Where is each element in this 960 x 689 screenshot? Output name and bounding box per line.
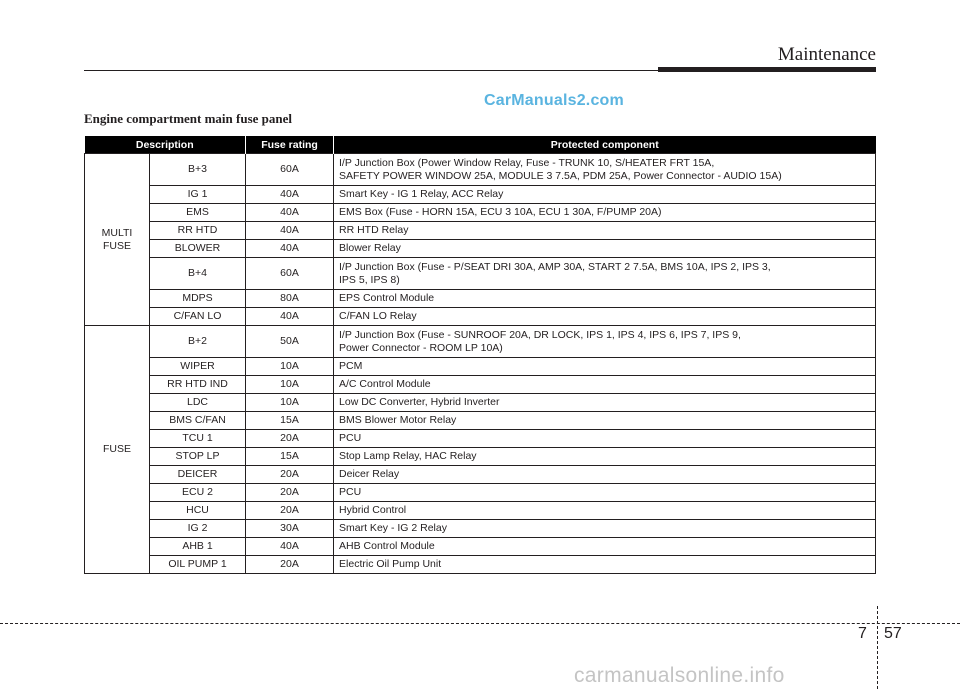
component-line: EPS Control Module [339,292,435,304]
table-row [85,412,876,430]
fuse-rating: 50A [246,326,334,358]
protected-component [334,502,876,520]
component-line: Smart Key - IG 2 Relay [339,522,447,534]
fuse-rating: 40A [246,186,334,204]
component-line: C/FAN LO Relay [339,310,417,322]
component-line: Low DC Converter, Hybrid Inverter [339,396,500,408]
page-number: 57 [884,625,902,642]
footer-vertical-divider [877,606,878,689]
fuse-rating: 15A [246,448,334,466]
component-line: PCM [339,360,363,372]
component-line: BMS Blower Motor Relay [339,414,457,426]
fuse-name: BMS C/FAN [150,412,246,430]
table-row [85,448,876,466]
table-row [85,394,876,412]
protected-component [334,448,876,466]
component-line: PCU [339,486,362,498]
component-line: Blower Relay [339,242,401,254]
table-row [85,466,876,484]
fuse-rating: 10A [246,358,334,376]
column-header-protected-component: Protected component [334,136,876,154]
protected-component [334,222,876,240]
protected-component [334,376,876,394]
fuse-name: MDPS [150,290,246,308]
protected-component [334,308,876,326]
fuse-name: B+2 [150,326,246,358]
fuse-name: B+4 [150,258,246,290]
watermark-logo: CarManuals2.com [484,92,624,109]
component-line: Deicer Relay [339,468,400,480]
component-line: Smart Key - IG 1 Relay, ACC Relay [339,188,504,200]
fuse-rating: 40A [246,308,334,326]
fuse-name: WIPER [150,358,246,376]
table-body [85,154,876,574]
fuse-rating: 80A [246,290,334,308]
protected-component [334,538,876,556]
table-row [85,240,876,258]
table-row [85,154,876,186]
fuse-rating: 20A [246,502,334,520]
fuse-name: C/FAN LO [150,308,246,326]
component-line: Stop Lamp Relay, HAC Relay [339,450,477,462]
component-line: EMS Box (Fuse - HORN 15A, ECU 3 10A, ECU 1 30A, F/PUMP 20A) [339,206,662,218]
table-row [85,308,876,326]
fuse-group-label [85,154,150,326]
fuse-name: TCU 1 [150,430,246,448]
component-line: Electric Oil Pump Unit [339,558,442,570]
fuse-rating: 10A [246,376,334,394]
table-row [85,290,876,308]
column-header-description: Description [85,136,246,154]
protected-component [334,484,876,502]
component-line: I/P Junction Box (Fuse - P/SEAT DRI 30A, AMP 30A, START 2 7.5A, BMS 10A, IPS 2, IPS 3, [339,260,771,273]
table-caption: Engine compartment main fuse panel [84,111,292,126]
protected-component [334,556,876,574]
protected-component [334,240,876,258]
fuse-name: IG 1 [150,186,246,204]
table-row [85,430,876,448]
fuse-rating: 40A [246,222,334,240]
fuse-rating: 40A [246,240,334,258]
table-row [85,484,876,502]
fuse-rating: 40A [246,538,334,556]
protected-component [334,466,876,484]
footer-divider [0,623,960,624]
fuse-name: RR HTD [150,222,246,240]
protected-component [334,326,876,358]
fuse-name: EMS [150,204,246,222]
table-row [85,258,876,290]
component-line: I/P Junction Box (Fuse - SUNROOF 20A, DR LOCK, IPS 1, IPS 4, IPS 6, IPS 7, IPS 9, [339,328,741,341]
table-row [85,358,876,376]
fuse-rating: 20A [246,484,334,502]
fuse-rating: 30A [246,520,334,538]
fuse-rating: 10A [246,394,334,412]
fuse-rating: 60A [246,258,334,290]
protected-component [334,412,876,430]
protected-component [334,204,876,222]
fuse-name: DEICER [150,466,246,484]
component-line: Power Connector - ROOM LP 10A) [339,341,503,354]
protected-component [334,358,876,376]
protected-component [334,394,876,412]
protected-component [334,520,876,538]
protected-component [334,186,876,204]
fuse-name: LDC [150,394,246,412]
component-line: A/C Control Module [339,378,431,390]
fuse-name: BLOWER [150,240,246,258]
fuse-rating: 20A [246,556,334,574]
protected-component [334,290,876,308]
fuse-name: STOP LP [150,448,246,466]
group-label-line: FUSE [102,239,131,252]
fuse-name: ECU 2 [150,484,246,502]
protected-component [334,154,876,186]
table-row [85,222,876,240]
component-line: I/P Junction Box (Power Window Relay, Fuse - TRUNK 10, S/HEATER FRT 15A, [339,156,715,169]
component-line: IPS 5, IPS 8) [339,273,400,286]
fuse-name: IG 2 [150,520,246,538]
component-line: RR HTD Relay [339,224,409,236]
group-label-line: FUSE [102,443,131,455]
fuse-name: RR HTD IND [150,376,246,394]
column-header-fuse-rating: Fuse rating [246,136,334,154]
fuse-rating: 40A [246,204,334,222]
table-row [85,502,876,520]
table-row [85,538,876,556]
fuse-rating: 15A [246,412,334,430]
chapter-number: 7 [858,625,867,642]
header-rule-accent [658,67,876,72]
protected-component [334,430,876,448]
table-header-row [85,136,876,154]
fuse-name: OIL PUMP 1 [150,556,246,574]
table-row [85,556,876,574]
site-watermark: carmanualsonline.info [574,664,785,687]
fuse-name: B+3 [150,154,246,186]
fuse-rating: 20A [246,430,334,448]
header-rule [84,70,660,71]
component-line: PCU [339,432,362,444]
table-row [85,376,876,394]
component-line: Hybrid Control [339,504,407,516]
fuse-rating: 20A [246,466,334,484]
protected-component [334,258,876,290]
fuse-table [84,136,876,574]
component-line: SAFETY POWER WINDOW 25A, MODULE 3 7.5A, PDM 25A, Power Connector - AUDIO 15A) [339,169,782,182]
fuse-name: HCU [150,502,246,520]
fuse-rating: 60A [246,154,334,186]
section-title: Maintenance [777,44,876,65]
table-row [85,520,876,538]
table-row [85,326,876,358]
fuse-name: AHB 1 [150,538,246,556]
fuse-group-label [85,326,150,574]
group-label-line: MULTI [101,226,133,239]
table-row [85,186,876,204]
component-line: AHB Control Module [339,540,435,552]
table-row [85,204,876,222]
